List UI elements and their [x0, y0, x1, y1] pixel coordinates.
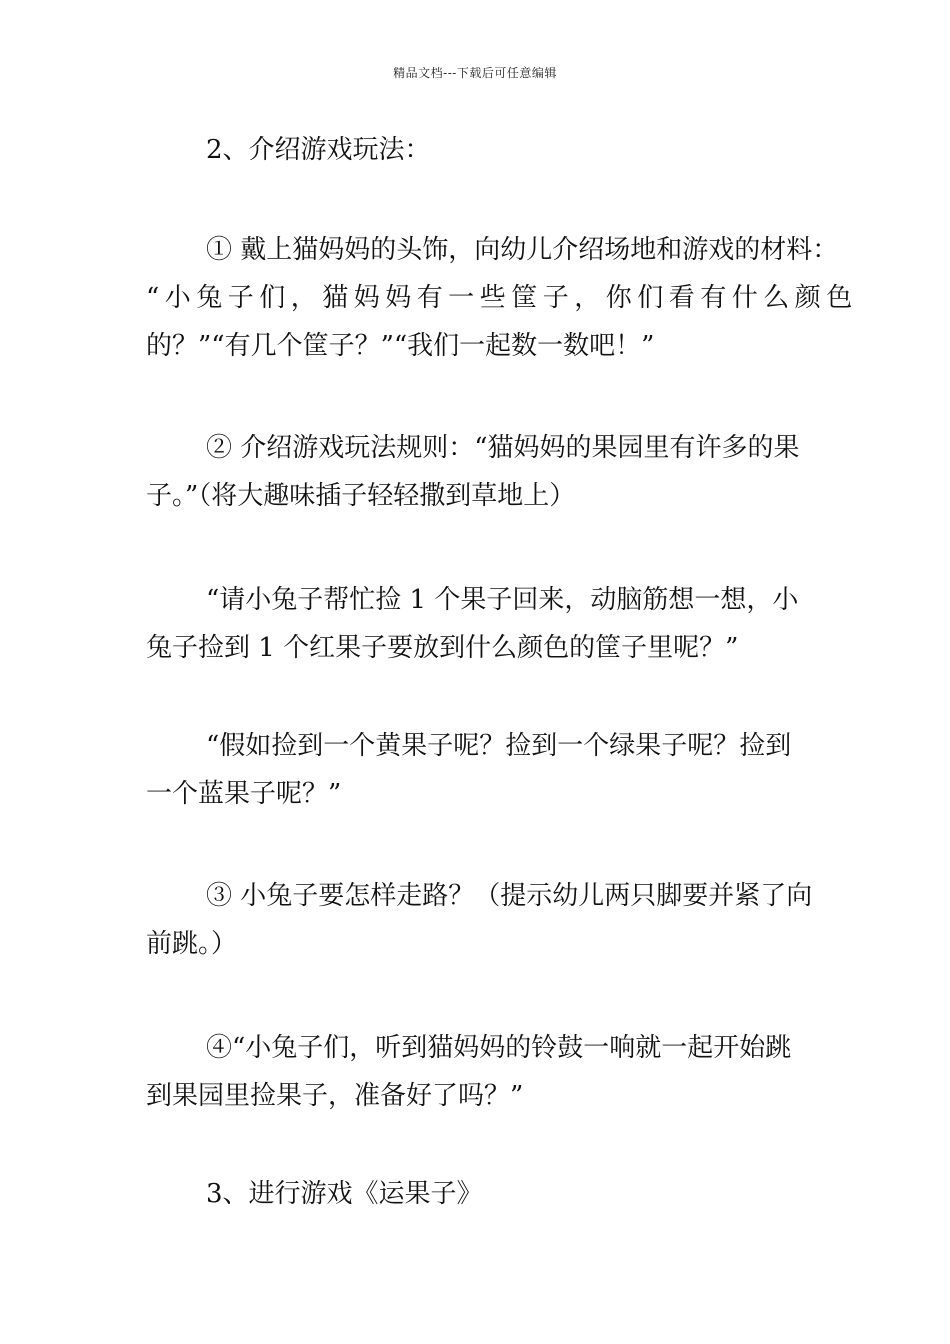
- text-line: 一个蓝果子呢？”: [146, 779, 342, 809]
- text-line: 前跳。）: [146, 929, 238, 959]
- paragraph-step-2: [146, 424, 810, 520]
- text-line: ④“小兔子们，听到猫妈妈的铃鼓一响就一起开始跳: [206, 1033, 792, 1063]
- section-heading-3: [146, 1170, 810, 1218]
- paragraph-step-4: [146, 1024, 810, 1120]
- text-line: 子。”（将大趣味插子轻轻撒到草地上）: [146, 481, 576, 511]
- page-header: 精品文档---下载后可任意编辑: [393, 66, 557, 80]
- text-line: 兔子捡到 1 个红果子要放到什么颜色的筐子里呢？”: [146, 633, 739, 663]
- text-line: 到果园里捡果子，准备好了吗？”: [146, 1081, 524, 1111]
- paragraph-quote-pickup: [146, 576, 810, 672]
- text-line: ① 戴上猫妈妈的头饰，向幼儿介绍场地和游戏的材料：: [206, 235, 839, 265]
- text-line: 的？”“有几个筐子？”“我们一起数一数吧！”: [146, 331, 655, 361]
- text-line: 3、进行游戏《运果子》: [206, 1179, 483, 1209]
- text-line: 2、介绍游戏玩法：: [206, 135, 431, 165]
- text-line: “小兔子们，猫妈妈有一些筐子，你们看有什么颜色: [146, 283, 858, 313]
- text-line: “假如捡到一个黄果子呢？捡到一个绿果子呢？捡到: [206, 731, 792, 761]
- section-heading-2: [146, 126, 810, 174]
- text-line: “请小兔子帮忙捡 1 个果子回来，动脑筋想一想，小: [206, 585, 799, 615]
- text-line: ③ 小兔子要怎样走路？（提示幼儿两只脚要并紧了向: [206, 881, 813, 911]
- text-line: ② 介绍游戏玩法规则：“猫妈妈的果园里有许多的果: [206, 433, 800, 463]
- paragraph-step-3: [146, 872, 813, 968]
- paragraph-quote-colors: [146, 722, 810, 818]
- paragraph-step-1: [146, 226, 858, 370]
